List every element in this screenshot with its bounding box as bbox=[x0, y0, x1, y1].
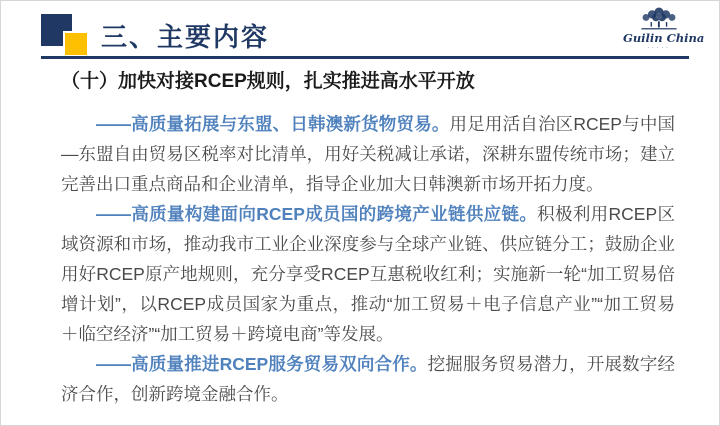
logo-seal-marks: ····· bbox=[647, 44, 671, 51]
paragraph-lead: ——高质量拓展与东盟、日韩澳新货物贸易。 bbox=[96, 114, 450, 134]
page-title: 三、主要内容 bbox=[101, 22, 270, 52]
paragraph-goods-trade bbox=[61, 109, 675, 199]
paragraph-body: 用足用活自治区RCEP与中国—东盟自由贸易区税率对比清单，用好关税减让承诺，深耕东盟传统市场；建立完善出口重点商品和企业清单，指导企业加大日韩澳新市场开拓力度。 bbox=[61, 114, 676, 194]
guilin-trees-icon bbox=[623, 6, 695, 32]
paragraph-service-trade bbox=[61, 349, 675, 409]
paragraph-supply-chain bbox=[61, 199, 675, 349]
slide-content bbox=[61, 69, 675, 409]
paragraph-body: 积极利用RCEP区域资源和市场，推动我市工业企业深度参与全球产业链、供应链分工；鼓励企业用好RCEP原产地规则，充分享受RCEP互惠税收红利；实施新一轮“加工贸易倍增计划”，以RCEP成员国家为重点，推动“加工贸易＋电子信息产业”“加工贸易＋临空经济”“加工贸易＋跨境电商”等发展。 bbox=[61, 204, 675, 344]
logo-script-text: Guilin China bbox=[623, 31, 705, 45]
guilin-china-logo bbox=[623, 6, 705, 51]
header-divider bbox=[41, 56, 689, 59]
paragraph-lead: ——高质量推进RCEP服务贸易双向合作。 bbox=[96, 354, 428, 374]
decoration-gold-square bbox=[63, 31, 87, 55]
section-heading: （十）加快对接RCEP规则，扎实推进高水平开放 bbox=[61, 71, 475, 92]
paragraph-body: 挖掘服务贸易潜力，开展数字经济合作，创新跨境金融合作。 bbox=[61, 354, 676, 404]
paragraph-lead: ——高质量构建面向RCEP成员国的跨境产业链供应链。 bbox=[96, 204, 538, 224]
